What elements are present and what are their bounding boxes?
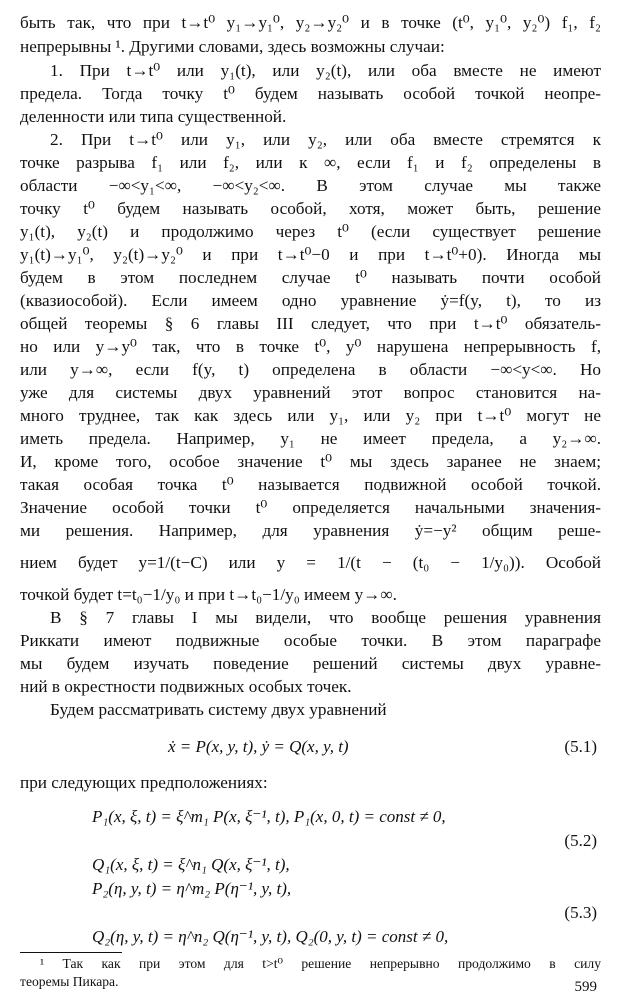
- page-number: 599: [574, 979, 597, 995]
- text-line: непрерывны ¹. Другими словами, здесь возможны случаи:: [20, 37, 445, 56]
- text-line: предела. Тогда точку t⁰ будем называть особой точкой неопре-: [20, 84, 601, 103]
- text-line: уже для системы двух уравнений этот вопрос становится на-: [20, 383, 601, 402]
- equation-5-2-line2: Q₁(x, ξ, t) = ξ^n₁ Q(x, ξ⁻¹, t),: [92, 855, 290, 874]
- footnote-line: теоремы Пикара.: [20, 974, 119, 989]
- equation-number: (5.2): [564, 831, 597, 850]
- text-line: точке разрыва f₁ или f₂, или к ∞, если f₁ и f₂ определены в: [20, 153, 601, 172]
- text-line: иметь предела. Например, y₁ не имеет предела, а y₂→∞.: [20, 429, 601, 448]
- text-line: 2. При t→t⁰ или y₁, или y₂, или оба вместе стремятся к: [50, 130, 601, 149]
- text-line: будем в этом последнем случае t⁰ называть почти особой: [20, 268, 601, 287]
- text-line: ний в окрестности подвижных особых точек.: [20, 677, 352, 696]
- text-line: быть так, что при t→t⁰ y₁→y₁⁰, y₂→y₂⁰ и в точке (t⁰, y₁⁰, y₂⁰) f₁, f₂: [20, 13, 601, 32]
- text-line: В § 7 главы I мы видели, что вообще решения уравнения: [50, 608, 601, 627]
- text-line: 1. При t→t⁰ или y₁(t), или y₂(t), или оба вместе не имеют: [50, 61, 601, 80]
- text-line-with-fraction: нием будет y=1/(t−C) или y = 1/(t − (t₀ − 1/y₀)). Особой: [20, 553, 601, 572]
- equation-number: (5.1): [564, 737, 597, 756]
- text-line: области −∞<y₁<∞, −∞<y₂<∞. В этом случае мы также: [20, 176, 601, 195]
- equation-5-2-line1: P₁(x, ξ, t) = ξ^m₁ P(x, ξ⁻¹, t), P₁(x, 0, t) = const ≠ 0,: [92, 807, 446, 826]
- text-line: точку t⁰ будем называть особой, хотя, может быть, решение: [20, 199, 601, 218]
- text-line: Будем рассматривать систему двух уравнений: [50, 700, 387, 719]
- text-line: ми решения. Например, для уравнения ẏ=−y² общим реше-: [20, 521, 601, 540]
- text-line: такая особая точка t⁰ называется подвижной особой точкой.: [20, 475, 601, 494]
- text-line: y₁(t), y₂(t) и продолжимо через t⁰ (если существует решение: [20, 222, 601, 241]
- text-line: общей теоремы § 6 главы III следует, что при t→t⁰ обязатель-: [20, 314, 601, 333]
- text-line: много труднее, так как здесь или y₁, или y₂ при t→t⁰ могут не: [20, 406, 601, 425]
- equation-5-3-line1: P₂(η, y, t) = η^m₂ P(η⁻¹, y, t),: [92, 879, 292, 898]
- footnote-rule: [20, 952, 122, 953]
- text-line: y₁(t)→y₁⁰, y₂(t)→y₂⁰ и при t→t⁰−0 и при t→t⁰+0). Иногда мы: [20, 245, 601, 264]
- equation-5-1: ẋ = P(x, y, t), ẏ = Q(x, y, t): [168, 737, 349, 756]
- text-line: Риккати имеют подвижные особые точки. В этом параграфе: [20, 631, 601, 650]
- text-line: или y→∞, если f(y, t) определена в области −∞<y<∞. Но: [20, 360, 601, 379]
- text-line: деленности или типа существенной.: [20, 107, 287, 126]
- text-line: точкой будет t=t₀−1/y₀ и при t→t₀−1/y₀ имеем y→∞.: [20, 585, 397, 604]
- text-line: но или y→y⁰ так, что в точке t⁰, y⁰ нарушена непрерывность f,: [20, 337, 601, 356]
- text-line: мы будем изучать поведение решений системы двух уравне-: [20, 654, 601, 673]
- text-line: Значение особой точки t⁰ определяется начальными значения-: [20, 498, 601, 517]
- text-line: при следующих предположениях:: [20, 773, 268, 792]
- equation-number: (5.3): [564, 903, 597, 922]
- footnote-line: ¹ Так как при этом для t>t⁰ решение непрерывно продолжимо в силу: [40, 956, 601, 971]
- equation-5-3-line2: Q₂(η, y, t) = η^n₂ Q(η⁻¹, y, t), Q₂(0, y, t) = const ≠ 0,: [92, 927, 449, 946]
- text-line: И, кроме того, особое значение t⁰ мы здесь заранее не знаем;: [20, 452, 601, 471]
- text-line: (квазиособой). Если имеем одно уравнение ẏ=f(y, t), то из: [20, 291, 601, 310]
